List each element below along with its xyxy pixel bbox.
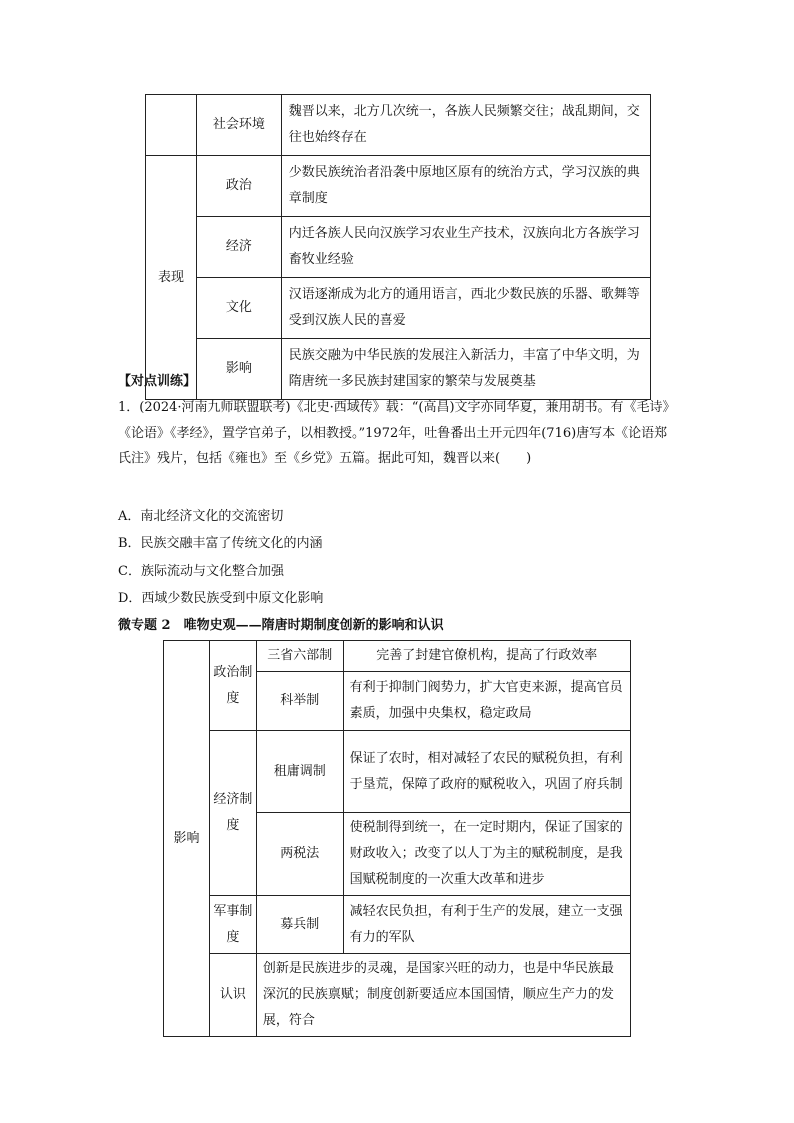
group-label: 表现 — [146, 156, 197, 400]
system-name: 募兵制 — [256, 896, 343, 954]
empty-cell — [146, 95, 197, 156]
row-text: 内迁各族人民向汉族学习农业生产技术，汉族向北方各族学习畜牧业经验 — [281, 217, 650, 278]
table-row — [146, 95, 651, 156]
drill-heading: 【对点训练】 — [118, 374, 197, 389]
system-text: 保证了农时，相对减轻了农民的赋税负担，有利于垦荒，保障了政府的赋税收入，巩固了府兵制 — [343, 731, 630, 813]
option-b: B．民族交融丰富了传统文化的内涵 — [118, 536, 323, 551]
sui-tang-institution-table — [163, 640, 631, 1037]
table-row — [146, 278, 651, 339]
row-label: 社会环境 — [196, 95, 281, 156]
system-text: 使税制得到统一，在一定时期内，保证了国家的财政收入；改变了以人丁为主的赋税制度，是我国赋税制度的一次重大改革和进步 — [343, 813, 630, 896]
system-text: 完善了封建官僚机构，提高了行政效率 — [343, 641, 630, 672]
row-label: 影响 — [196, 339, 281, 400]
system-name: 两税法 — [256, 813, 343, 896]
micro-topic-title: 微专题 2 唯物史观——隋唐时期制度创新的影响和认识 — [118, 618, 444, 633]
table-row — [164, 954, 631, 1037]
cognition-label: 认识 — [209, 954, 256, 1037]
category-label: 军事制度 — [209, 896, 256, 954]
option-c: C．族际流动与文化整合加强 — [118, 564, 284, 579]
system-text: 有利于抑制门阀势力，扩大官吏来源，提高官员素质，加强中央集权，稳定政局 — [343, 672, 630, 731]
table-row — [146, 156, 651, 217]
system-text: 减轻农民负担，有利于生产的发展，建立一支强有力的军队 — [343, 896, 630, 954]
question-text: 1．(2024·河南九师联盟联考)《北史·西域传》载：“(高昌)文字亦同华夏，兼用胡书。有《毛诗》《论语》《孝经》，置学官弟子，以相教授。”1972年，吐鲁番出土开元四年(716)唐写本《论语郑氏注》残片，包括《雍也》至《乡党》五篇。据此可知，魏晋以来( ) — [118, 400, 676, 466]
option-a: A．南北经济文化的交流密切 — [118, 509, 284, 524]
row-text: 民族交融为中华民族的发展注入新活力，丰富了中华文明，为隋唐统一多民族封建国家的繁荣与发展奠基 — [281, 339, 650, 400]
category-label: 经济制度 — [209, 731, 256, 896]
row-text: 汉语逐渐成为北方的通用语言，西北少数民族的乐器、歌舞等受到汉族人民的喜爱 — [281, 278, 650, 339]
row-text: 少数民族统治者沿袭中原地区原有的统治方式，学习汉族的典章制度 — [281, 156, 650, 217]
row-label: 政治 — [196, 156, 281, 217]
system-name: 科举制 — [256, 672, 343, 731]
table-row — [146, 339, 651, 400]
cognition-text: 创新是民族进步的灵魂，是国家兴旺的动力，也是中华民族最深沉的民族禀赋；制度创新要适应本国国情，顺应生产力的发展，符合 — [256, 954, 630, 1037]
option-d: D．西域少数民族受到中原文化影响 — [118, 591, 324, 606]
table-row — [164, 896, 631, 954]
row-label: 经济 — [196, 217, 281, 278]
row-label: 文化 — [196, 278, 281, 339]
table-row — [146, 217, 651, 278]
question-1 — [118, 395, 678, 472]
system-name: 三省六部制 — [256, 641, 343, 672]
table-row — [164, 641, 631, 672]
ethnic-fusion-table — [145, 94, 651, 400]
category-label: 政治制度 — [209, 641, 256, 731]
table-row — [164, 731, 631, 813]
system-name: 租庸调制 — [256, 731, 343, 813]
row-text: 魏晋以来，北方几次统一，各族人民频繁交往；战乱期间，交往也始终存在 — [281, 95, 650, 156]
influence-label: 影响 — [164, 641, 210, 1037]
